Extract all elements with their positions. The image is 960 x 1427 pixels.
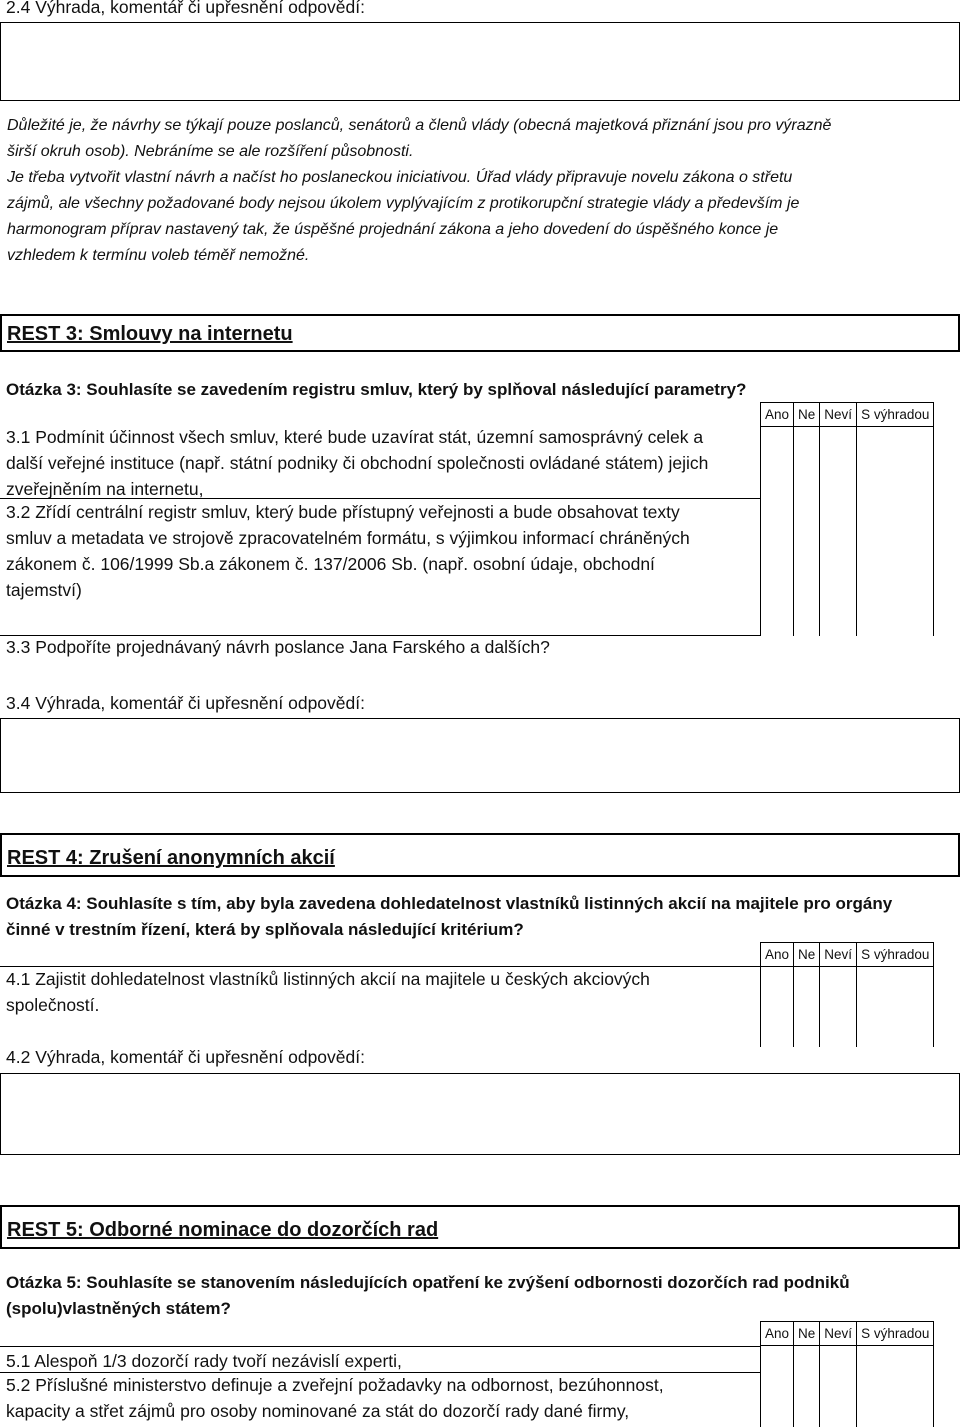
rest4-item-1 bbox=[6, 966, 650, 1018]
answer-column-line bbox=[793, 966, 794, 1047]
option-nevi: Neví bbox=[819, 402, 856, 427]
rest3-options-header bbox=[760, 402, 934, 427]
s2-comment-line: zájmů, ale všechny požadované body nejsou úkolem vyplývajícím z protikorupční strategie vlády a především je bbox=[7, 195, 800, 212]
option-s-vyhradou: S výhradou bbox=[856, 942, 934, 967]
answer-column-line bbox=[856, 1345, 857, 1427]
s2-comment-line: širší okruh osob). Nebráníme se ale rozšíření působnosti. bbox=[7, 143, 414, 160]
item-line: 3.2 Zřídí centrální registr smluv, který bude přístupný veřejnosti a bude obsahovat texty bbox=[6, 502, 680, 522]
item-line: 3.1 Podmínit účinnost všech smluv, které bude uzavírat stát, územní samosprávný celek a bbox=[6, 427, 704, 447]
option-s-vyhradou: S výhradou bbox=[856, 402, 934, 427]
rest3-comment-box[interactable] bbox=[0, 718, 960, 793]
rest3-item-1 bbox=[6, 424, 708, 502]
answer-column-line bbox=[760, 966, 761, 1047]
rest4-comment-heading: 4.2 Výhrada, komentář či upřesnění odpovědí: bbox=[6, 1047, 365, 1067]
answer-column-line bbox=[760, 426, 761, 636]
answer-column-line bbox=[819, 426, 820, 636]
question-line: Otázka 4: Souhlasíte s tím, aby byla zavedena dohledatelnost vlastníků listinných akcií na majitele pro orgány bbox=[6, 894, 893, 913]
option-ne: Ne bbox=[793, 1321, 819, 1346]
rest4-question bbox=[6, 891, 892, 943]
rest3-item-2 bbox=[6, 499, 690, 603]
item-line: smluv a metadata ve strojově zpracovatelném formátu, s výjimkou informací chráněných bbox=[6, 528, 690, 548]
item-line: 5.2 Příslušné ministerstvo definuje a zveřejní požadavky na odbornost, bezúhonnost, bbox=[6, 1375, 664, 1395]
rest5-question bbox=[6, 1270, 850, 1322]
s2-comment-line: harmonogram příprav nastavený tak, že úspěšné projednání zákona a jeho dovedení do úspěšného konce je bbox=[7, 221, 779, 238]
item-line: zákonem č. 106/1999 Sb.a zákonem č. 137/2006 Sb. (např. osobní údaje, obchodní bbox=[6, 554, 655, 574]
item-line: 4.1 Zajistit dohledatelnost vlastníků listinných akcií na majitele u českých akciových bbox=[6, 969, 650, 989]
option-s-vyhradou: S výhradou bbox=[856, 1321, 934, 1346]
rest5-item-1: 5.1 Alespoň 1/3 dozorčí rady tvoří nezávislí experti, bbox=[6, 1351, 402, 1371]
s2-comment-box[interactable] bbox=[0, 22, 960, 101]
s2-comment-line: vzhledem k termínu voleb téměř nemožné. bbox=[7, 247, 310, 264]
answer-column-line bbox=[793, 1345, 794, 1427]
answer-column-line bbox=[819, 1345, 820, 1427]
question-line: Otázka 5: Souhlasíte se stanovením následujících opatření ke zvýšení odbornosti dozorčích rad podniků bbox=[6, 1273, 850, 1292]
s2-comment-line: Je třeba vytvořit vlastní návrh a načíst ho poslaneckou iniciativou. Úřad vlády připravuje novelu zákona o střetu bbox=[7, 169, 793, 186]
answer-column-line bbox=[793, 426, 794, 636]
option-ano: Ano bbox=[760, 942, 793, 967]
option-ano: Ano bbox=[760, 402, 793, 427]
rest4-options-header bbox=[760, 942, 934, 967]
option-ne: Ne bbox=[793, 402, 819, 427]
rest5-title: REST 5: Odborné nominace do dozorčích rad bbox=[7, 1219, 439, 1241]
question-line: (spolu)vlastněných státem? bbox=[6, 1299, 231, 1318]
rest3-comment-heading: 3.4 Výhrada, komentář či upřesnění odpovědí: bbox=[6, 693, 365, 713]
s2-comment-heading: 2.4 Výhrada, komentář či upřesnění odpovědí: bbox=[6, 0, 365, 17]
rest4-comment-box[interactable] bbox=[0, 1073, 960, 1155]
rest4-title-box bbox=[0, 833, 960, 877]
question-line: činné v trestním řízení, která by splňovala následující kritérium? bbox=[6, 920, 524, 939]
option-ano: Ano bbox=[760, 1321, 793, 1346]
s2-comment-line: Důležité je, že návrhy se týkají pouze poslanců, senátorů a členů vlády (obecná majetková přiznání jsou pro výrazně bbox=[7, 117, 832, 134]
answer-column-line bbox=[856, 426, 857, 636]
option-ne: Ne bbox=[793, 942, 819, 967]
rest3-question: Otázka 3: Souhlasíte se zavedením registru smluv, který by splňoval následující parametry? bbox=[6, 380, 747, 399]
rest4-title: REST 4: Zrušení anonymních akcií bbox=[7, 847, 335, 869]
item-line: společností. bbox=[6, 995, 100, 1015]
rest5-options-header bbox=[760, 1321, 934, 1346]
answer-column-line bbox=[933, 966, 934, 1047]
answer-column-line bbox=[819, 966, 820, 1047]
rest3-title-box bbox=[0, 314, 960, 352]
rest5-item-2 bbox=[6, 1372, 664, 1424]
item-line: tajemství) bbox=[6, 580, 82, 600]
rest3-title: REST 3: Smlouvy na internetu bbox=[7, 323, 293, 345]
option-nevi: Neví bbox=[819, 942, 856, 967]
answer-column-line bbox=[760, 1345, 761, 1427]
s2-comment-text bbox=[7, 113, 831, 269]
answer-column-line bbox=[933, 426, 934, 636]
item-line: zveřejněním na internetu, bbox=[6, 479, 204, 499]
item-line: kapacity a střet zájmů pro osoby nominované za stát do dozorčí rady dané firmy, bbox=[6, 1401, 630, 1421]
rest5-title-box bbox=[0, 1205, 960, 1249]
item-line: další veřejné instituce (např. státní podniky či obchodní společnosti ovládané státem) jejich bbox=[6, 453, 709, 473]
rest3-item-3: 3.3 Podpoříte projednávaný návrh poslance Jana Farského a dalších? bbox=[6, 637, 550, 657]
answer-column-line bbox=[933, 1345, 934, 1427]
option-nevi: Neví bbox=[819, 1321, 856, 1346]
answer-column-line bbox=[856, 966, 857, 1047]
